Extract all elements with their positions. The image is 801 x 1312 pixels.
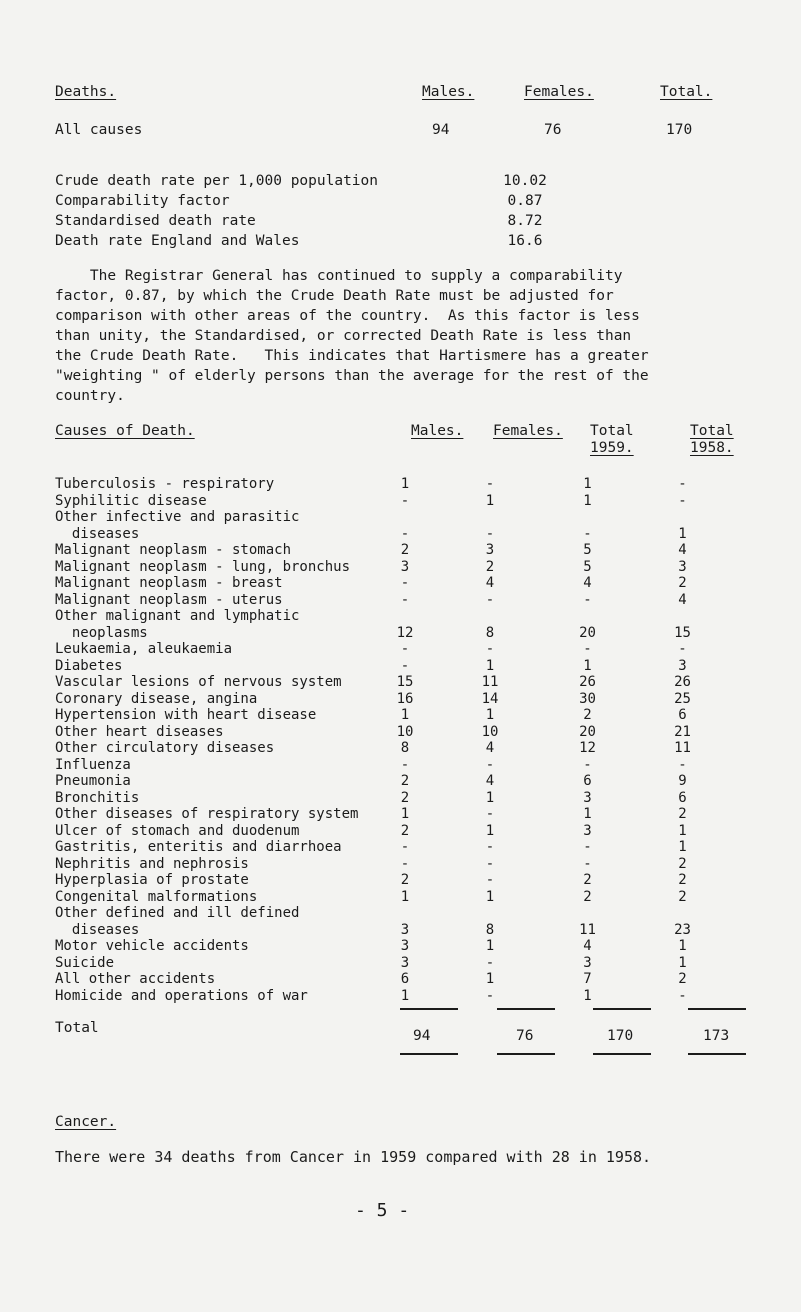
total-rule-bottom xyxy=(497,1053,555,1055)
cause-row xyxy=(55,872,730,889)
cause-row xyxy=(55,724,730,741)
cause-name: Hypertension with heart disease xyxy=(55,707,317,723)
cause-name: Ulcer of stomach and duodenum xyxy=(55,822,300,839)
cause-total-1958 xyxy=(635,608,730,625)
cause-females: 1 xyxy=(485,657,495,674)
paragraph-line: "weighting " of elderly persons than the average for the rest of the xyxy=(55,368,649,384)
cause-name: Syphilitic disease xyxy=(55,492,207,509)
cause-females: - xyxy=(485,954,495,971)
cause-males xyxy=(370,608,440,625)
cause-row xyxy=(55,575,730,592)
cause-total-1958: 3 xyxy=(678,558,687,575)
cause-row xyxy=(55,790,730,807)
cause-total-1958: 26 xyxy=(674,674,691,690)
page-number: - 5 - xyxy=(355,1200,410,1221)
cause-name: Suicide xyxy=(55,954,115,971)
rate-row xyxy=(55,233,555,253)
cause-total-1959: 2 xyxy=(583,707,592,723)
cause-name: Malignant neoplasm - breast xyxy=(55,575,283,591)
cause-females: 1 xyxy=(485,492,495,509)
cause-row xyxy=(55,674,730,691)
cause-total-1959: 3 xyxy=(583,789,592,806)
cause-females: - xyxy=(485,987,495,1004)
total-1958: 173 xyxy=(703,1028,730,1044)
cause-females: 1 xyxy=(485,938,495,954)
cause-name: Other malignant and lymphatic xyxy=(55,608,300,624)
total-label: Total xyxy=(55,1020,99,1036)
cause-total-1958: 4 xyxy=(678,542,687,558)
cause-females: 8 xyxy=(485,624,495,641)
cause-name: Coronary disease, angina xyxy=(55,690,258,707)
cause-name: Malignant neoplasm - stomach xyxy=(55,542,292,558)
cause-row xyxy=(55,839,730,856)
cause-females: 11 xyxy=(481,674,499,690)
cause-females: - xyxy=(485,525,495,542)
cause-total-1959 xyxy=(540,905,635,922)
cause-males: - xyxy=(400,575,410,591)
paragraph-line: comparison with other areas of the country. As this factor is less xyxy=(55,308,640,324)
rate-label: Death rate England and Wales xyxy=(55,233,300,249)
total-rule-bottom xyxy=(400,1053,458,1055)
cause-total-1958: 1 xyxy=(678,822,687,839)
cause-males: - xyxy=(400,641,410,657)
cause-name: All other accidents xyxy=(55,971,216,987)
year-1959-heading: 1959. xyxy=(590,440,634,456)
rate-value: 8.72 xyxy=(507,213,543,229)
cause-males: 8 xyxy=(400,740,410,756)
cause-row xyxy=(55,740,730,757)
cause-total-1958: 2 xyxy=(678,855,687,872)
deaths-heading: Deaths. xyxy=(55,84,117,100)
causes-table-body xyxy=(55,476,730,1004)
total-rule-bottom xyxy=(593,1053,651,1055)
rate-row xyxy=(55,193,555,213)
cause-total-1959: 30 xyxy=(579,690,596,707)
cause-total-1958: 2 xyxy=(678,888,687,905)
cancer-heading: Cancer. xyxy=(55,1114,117,1130)
cause-total-1958 xyxy=(635,509,730,526)
cause-males: 1 xyxy=(400,806,410,822)
cause-row xyxy=(55,641,730,658)
cause-name: Gastritis, enteritis and diarrhoea xyxy=(55,839,342,855)
cause-females: - xyxy=(485,806,495,822)
cause-name: Other defined and ill defined xyxy=(55,905,300,921)
cause-males: 16 xyxy=(396,690,414,707)
cause-total-1959: 1 xyxy=(583,492,592,509)
cause-row xyxy=(55,658,730,675)
cause-total-1958: 2 xyxy=(678,806,687,822)
cause-total-1959: 2 xyxy=(583,872,592,888)
causes-of-death-heading: Causes of Death. xyxy=(55,423,195,439)
causes-females-heading: Females. xyxy=(493,423,563,439)
cause-name: Bronchitis xyxy=(55,789,140,806)
cause-row xyxy=(55,592,730,609)
cause-females: 4 xyxy=(485,740,495,756)
cause-name: diseases xyxy=(55,525,140,542)
cause-males: 15 xyxy=(396,674,414,690)
cause-females: - xyxy=(485,476,495,492)
cause-total-1959: 20 xyxy=(579,723,596,740)
paragraph-line: the Crude Death Rate. This indicates that Hartismere has a greater xyxy=(55,348,649,364)
all-causes-total: 170 xyxy=(666,122,693,138)
cause-total-1959: 5 xyxy=(583,558,592,575)
cancer-text: There were 34 deaths from Cancer in 1959 compared with 28 in 1958. xyxy=(55,1148,652,1166)
cause-total-1959: 2 xyxy=(583,888,592,905)
cause-name: Pneumonia xyxy=(55,773,131,789)
cause-row xyxy=(55,988,730,1005)
cause-females: 8 xyxy=(485,921,495,938)
cause-males: 12 xyxy=(396,624,414,641)
cause-total-1959: - xyxy=(583,641,592,657)
cause-row xyxy=(55,889,730,906)
cause-total-1958: 6 xyxy=(678,789,687,806)
cause-row xyxy=(55,542,730,559)
cause-females: 1 xyxy=(485,971,495,987)
cause-total-1958: 3 xyxy=(678,657,687,674)
cause-total-1959: 20 xyxy=(579,624,596,641)
cause-name: Malignant neoplasm - lung, bronchus xyxy=(55,558,351,575)
cause-row xyxy=(55,806,730,823)
total-1959-heading: Total xyxy=(590,423,634,439)
cause-total-1958: 1 xyxy=(678,954,687,971)
cause-total-1958: 21 xyxy=(674,723,691,740)
total-rule-top xyxy=(593,1008,651,1010)
cause-females: 1 xyxy=(485,888,495,905)
cause-males xyxy=(370,905,440,922)
cause-total-1958: 1 xyxy=(678,525,687,542)
cause-females: - xyxy=(485,855,495,872)
cause-name: Nephritis and nephrosis xyxy=(55,855,249,872)
cause-total-1958: 2 xyxy=(678,971,687,987)
cause-total-1958: - xyxy=(678,476,687,492)
cause-row xyxy=(55,476,730,493)
cause-total-1959: 1 xyxy=(583,476,592,492)
cause-total-1959: 11 xyxy=(579,921,596,938)
cause-females xyxy=(440,509,540,526)
cause-total-1958: 2 xyxy=(678,872,687,888)
cause-males: 3 xyxy=(400,938,410,954)
cause-females: 1 xyxy=(485,707,495,723)
cause-total-1959: 6 xyxy=(583,773,592,789)
cause-males: 3 xyxy=(400,558,410,575)
cause-total-1958 xyxy=(635,905,730,922)
cause-males: - xyxy=(400,525,410,542)
cause-row xyxy=(55,757,730,774)
cause-row xyxy=(55,625,730,642)
cause-total-1958: - xyxy=(678,987,687,1004)
cause-total-1958: 1 xyxy=(678,839,687,855)
cause-males: 2 xyxy=(400,773,410,789)
cause-total-1959: - xyxy=(583,756,592,773)
females-column-heading: Females. xyxy=(524,84,594,100)
cause-name: Homicide and operations of war xyxy=(55,987,308,1004)
cause-row xyxy=(55,905,730,922)
cause-females: - xyxy=(485,872,495,888)
rate-label: Crude death rate per 1,000 population xyxy=(55,173,379,189)
cause-name: Leukaemia, aleukaemia xyxy=(55,641,233,657)
cause-total-1959: 3 xyxy=(583,954,592,971)
cause-name: Other circulatory diseases xyxy=(55,740,275,756)
cause-name: Diabetes xyxy=(55,657,123,674)
cause-males: 1 xyxy=(400,476,410,492)
cause-row xyxy=(55,526,730,543)
cause-row xyxy=(55,773,730,790)
cause-males: 1 xyxy=(400,987,410,1004)
cause-name: Other diseases of respiratory system xyxy=(55,806,359,822)
cause-females xyxy=(440,905,540,922)
rate-value: 0.87 xyxy=(507,193,543,209)
cause-name: Influenza xyxy=(55,756,131,773)
cause-total-1959 xyxy=(540,608,635,625)
cause-females xyxy=(440,608,540,625)
cause-females: 2 xyxy=(485,558,495,575)
cause-row xyxy=(55,559,730,576)
cause-row xyxy=(55,971,730,988)
total-rule-bottom xyxy=(688,1053,746,1055)
cause-males: - xyxy=(400,591,410,608)
cause-males: 1 xyxy=(400,888,410,905)
comparability-paragraph xyxy=(55,266,755,406)
cause-name: Hyperplasia of prostate xyxy=(55,872,249,888)
cause-name: neoplasms xyxy=(55,624,148,641)
cause-total-1959 xyxy=(540,509,635,526)
cause-name: Motor vehicle accidents xyxy=(55,938,249,954)
paragraph-line: The Registrar General has continued to supply a comparability xyxy=(55,268,623,284)
cause-row xyxy=(55,608,730,625)
cause-total-1959: - xyxy=(583,525,592,542)
cause-females: - xyxy=(485,756,495,773)
cause-row xyxy=(55,823,730,840)
cause-males: 3 xyxy=(400,921,410,938)
cause-total-1959: 12 xyxy=(579,740,596,756)
cause-total-1958: 9 xyxy=(678,773,687,789)
cause-row xyxy=(55,955,730,972)
cause-total-1958: 6 xyxy=(678,707,687,723)
year-1958-heading: 1958. xyxy=(690,440,734,456)
cause-row xyxy=(55,922,730,939)
total-rule-top xyxy=(688,1008,746,1010)
rate-value: 10.02 xyxy=(503,173,547,189)
cause-males: 3 xyxy=(400,954,410,971)
cause-row xyxy=(55,509,730,526)
cause-males: - xyxy=(400,855,410,872)
cause-total-1958: - xyxy=(678,641,687,657)
cause-total-1959: - xyxy=(583,855,592,872)
cause-name: diseases xyxy=(55,921,140,938)
cause-total-1959: 4 xyxy=(583,938,592,954)
cause-total-1959: 26 xyxy=(579,674,596,690)
cause-total-1959: - xyxy=(583,591,592,608)
cause-total-1959: - xyxy=(583,839,592,855)
cause-males: - xyxy=(400,657,410,674)
males-column-heading: Males. xyxy=(422,84,475,100)
cause-row xyxy=(55,691,730,708)
cause-females: - xyxy=(485,641,495,657)
cause-females: 4 xyxy=(485,575,495,591)
cause-total-1959: 1 xyxy=(583,657,592,674)
cause-females: 3 xyxy=(485,542,495,558)
total-rule-top xyxy=(400,1008,458,1010)
cause-males: 2 xyxy=(400,822,410,839)
cause-total-1958: 23 xyxy=(674,921,691,938)
cause-total-1958: 11 xyxy=(674,740,691,756)
total-column-heading: Total. xyxy=(660,84,713,100)
cause-name: Tuberculosis - respiratory xyxy=(55,476,275,492)
cause-name: Malignant neoplasm - uterus xyxy=(55,591,283,608)
rate-value: 16.6 xyxy=(507,233,543,249)
cause-total-1959: 4 xyxy=(583,575,592,591)
total-1959: 170 xyxy=(607,1028,634,1044)
cause-row xyxy=(55,707,730,724)
cause-females: - xyxy=(485,591,495,608)
cause-total-1958: - xyxy=(678,756,687,773)
rate-label: Standardised death rate xyxy=(55,213,256,229)
cause-row xyxy=(55,856,730,873)
cause-females: 4 xyxy=(485,773,495,789)
all-causes-label: All causes xyxy=(55,122,143,138)
cause-row xyxy=(55,493,730,510)
all-causes-females: 76 xyxy=(544,122,562,138)
cause-name: Congenital malformations xyxy=(55,888,258,905)
total-rule-top xyxy=(497,1008,555,1010)
cause-females: 10 xyxy=(481,723,499,740)
cause-name: Other infective and parasitic xyxy=(55,509,300,525)
rate-row xyxy=(55,213,555,233)
cause-total-1959: 1 xyxy=(583,806,592,822)
cause-total-1958: 1 xyxy=(678,938,687,954)
cause-name: Vascular lesions of nervous system xyxy=(55,674,342,690)
total-males: 94 xyxy=(413,1028,431,1044)
cause-row xyxy=(55,938,730,955)
cause-males: 2 xyxy=(400,872,410,888)
cause-total-1958: 4 xyxy=(678,591,687,608)
cause-total-1958: 25 xyxy=(674,690,691,707)
cause-females: 1 xyxy=(485,822,495,839)
rate-label: Comparability factor xyxy=(55,193,230,209)
causes-table xyxy=(55,476,730,1004)
cause-males: 1 xyxy=(400,707,410,723)
cause-total-1958: 15 xyxy=(674,624,691,641)
paragraph-line: country. xyxy=(55,388,125,404)
cause-females: 14 xyxy=(481,690,499,707)
cause-total-1959: 1 xyxy=(583,987,592,1004)
cause-males: 2 xyxy=(400,542,410,558)
cause-name: Other heart diseases xyxy=(55,723,224,740)
cause-males xyxy=(370,509,440,526)
cause-males: 2 xyxy=(400,789,410,806)
cause-total-1958: - xyxy=(678,492,687,509)
paragraph-line: than unity, the Standardised, or corrected Death Rate is less than xyxy=(55,328,632,344)
total-females: 76 xyxy=(516,1028,534,1044)
all-causes-males: 94 xyxy=(432,122,450,138)
cause-total-1958: 2 xyxy=(678,575,687,591)
causes-males-heading: Males. xyxy=(411,423,464,439)
total-1958-heading: Total xyxy=(690,423,734,439)
cause-males: 6 xyxy=(400,971,410,987)
cause-males: - xyxy=(400,492,410,509)
cause-males: - xyxy=(400,756,410,773)
cause-total-1959: 7 xyxy=(583,971,592,987)
cause-males: - xyxy=(400,839,410,855)
rate-row xyxy=(55,173,555,193)
cause-females: - xyxy=(485,839,495,855)
paragraph-line: factor, 0.87, by which the Crude Death Rate must be adjusted for xyxy=(55,288,614,304)
cause-total-1959: 3 xyxy=(583,822,592,839)
cause-total-1959: 5 xyxy=(583,542,592,558)
cause-females: 1 xyxy=(485,789,495,806)
cause-males: 10 xyxy=(396,723,414,740)
